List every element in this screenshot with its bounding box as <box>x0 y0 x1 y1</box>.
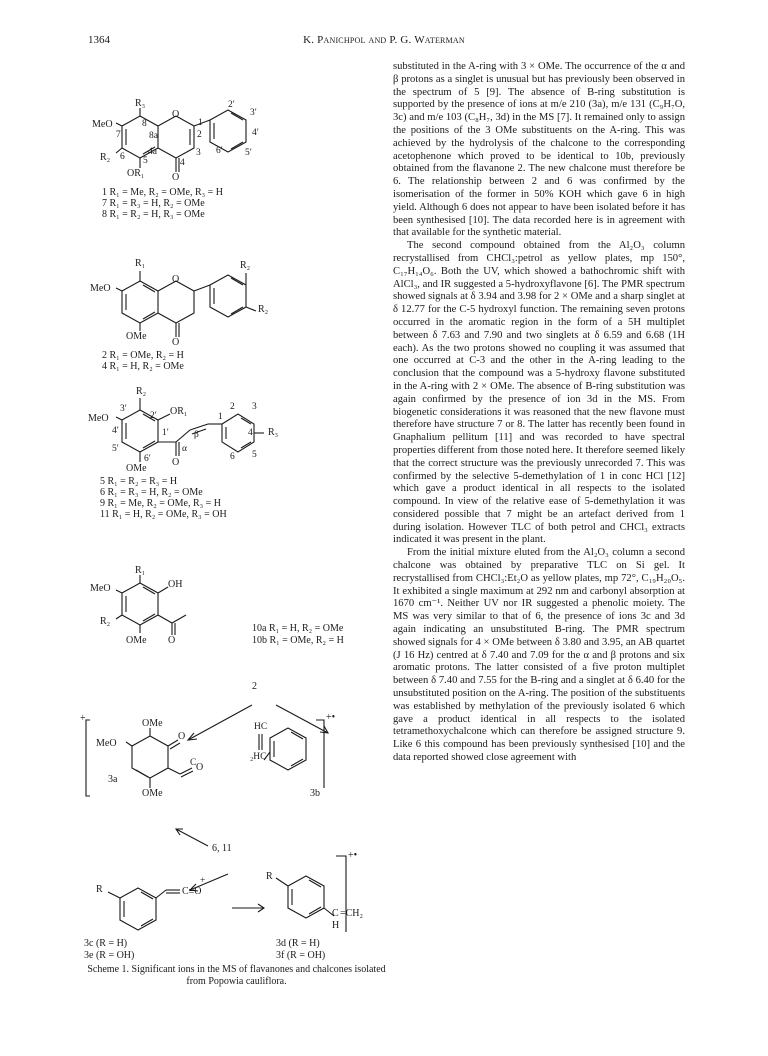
body-text <box>393 61 685 765</box>
label: OR₁ <box>127 168 145 179</box>
compound-caption: 5 R₁ = R₂ = R₃ = H <box>100 476 178 487</box>
label: 2′ <box>228 100 235 110</box>
compound-caption: 3e (R = OH) <box>84 950 135 961</box>
label: OMe <box>142 718 163 729</box>
label: ₂HC <box>250 752 267 762</box>
compound-caption: 1 R₁ = Me, R₂ = OMe, R₃ = H <box>102 187 223 198</box>
label: 5′ <box>112 444 119 454</box>
label: C≡O <box>182 886 202 897</box>
label: 4 <box>180 158 185 168</box>
compound-caption: 10a R₁ = H, R₂ = OMe <box>252 623 344 634</box>
label: C <box>190 758 197 768</box>
label: 3′ <box>250 108 257 118</box>
label: MeO <box>88 413 109 424</box>
page-number: 1364 <box>88 34 110 46</box>
compound-caption: 9 R₁ = Me, R₂ = OMe, R₃ = H <box>100 498 221 509</box>
compound-caption: 3d (R = H) <box>276 938 320 949</box>
label: 3 <box>252 402 257 412</box>
label: R₂ <box>100 152 111 163</box>
compound-caption: 3c (R = H) <box>84 938 128 949</box>
compound-caption: 4 R₁ = H, R₂ = OMe <box>102 361 184 372</box>
label: 4′ <box>252 128 259 138</box>
label: 6′ <box>144 454 151 464</box>
label: β <box>194 430 199 440</box>
label: 1′ <box>162 428 169 438</box>
compound-caption: 8 R₁ = R₂ = H, R₃ = OMe <box>102 209 205 220</box>
label: O <box>172 172 180 183</box>
label: MeO <box>92 119 113 130</box>
label: O <box>172 337 180 348</box>
ms-ion-scheme <box>80 648 390 948</box>
label: 6 <box>120 152 125 162</box>
label: +• <box>348 850 358 861</box>
label: 4a <box>148 147 157 157</box>
label: 3b <box>310 788 320 799</box>
label: O <box>178 731 186 742</box>
label: MeO <box>96 738 117 749</box>
label: 7 <box>116 130 121 140</box>
paragraph: From the initial mixture eluted from the Al₂O₃ column a second chalcone was obtained by preparative TLC on Si gel. It recrystallised from CHCl₃:Et₂O as yellow plates, mp 72°, C₁₉H₂₀O₅. It exhibited a single maximum at 292 nm and carbonyl absorption at 1670 cm⁻¹. Neither UV nor IR suggested a phenolic moiety. The MS was very similar to that of 6, the presence of ions 3c and 3d again indicating an unsubstituted B-ring. The PMR spectrum showed signals for 4 × OMe between δ 3.80 and 3.95, an AB quartet (J 16 Hz) centred at δ 7.40 and 7.09 for the α and β protons and six aromatic protons. The latter consisted of a five proton multiplet between δ 7.40 and 7.55 for the B-ring and a singlet at δ 6.40 for the unsubstituted position on the A-ring. The position of the substituents was established by methylation of the previously isolated 6 which gave a product identical in all respects to the isolated tetramethoxychalcone which can therefore be assigned structure 9. Like 6 this compound has been previously synthesised [10] and the data reported showed close agreement with <box>393 547 685 764</box>
label: R₂ <box>240 260 251 271</box>
label: 2 <box>252 681 257 692</box>
label: OR₁ <box>170 406 188 417</box>
label: O <box>172 109 180 120</box>
label: 3a <box>108 774 118 785</box>
label: R₂ <box>136 386 147 397</box>
label: OMe <box>142 788 163 799</box>
label: 6, 11 <box>212 843 232 854</box>
paragraph: substituted in the A-ring with 3 × OMe. The occurrence of the α and β protons as a singlet is unusual but has previously been observed in the spectrum of 5 [9]. The absence of B-ring substitution is supported by the presence of ions at m/e 210 (3a), m/e 131 (C₉H₇O, 3c) and m/e 103 (C₈H₇, 3d) in the MS [7]. It remained only to assign the positions of the 3 OMe substituents on the A-ring. This was achieved by the hydrolysis of the chalcone to the corresponding acetophenone which proved to be identical to 10b, previously obtained from the flavanone 2. The new chalcone must therefore be 6. The relationship between 2 and 6 was confirmed by the isomerisation of the former in 50% KOH which gave 6 in high yield. Although 6 does not appear to have been isolated before it has been synthesised [10]. The data recorded here is in agreement with that available for the synthetic material. <box>393 61 685 239</box>
label: R₃ <box>135 98 146 109</box>
label: 6 <box>230 452 235 462</box>
label: R₁ <box>135 565 146 576</box>
label: HC <box>254 722 268 732</box>
compound-caption: 7 R₁ = R₃ = H, R₂ = OMe <box>102 198 205 209</box>
label: O <box>196 762 204 773</box>
label: 8a <box>149 131 158 141</box>
label: 2 <box>197 130 202 140</box>
label: OMe <box>126 635 147 646</box>
label: + <box>200 876 206 886</box>
label: 3′ <box>120 404 127 414</box>
label: O <box>172 274 180 285</box>
label: 3 <box>196 148 201 158</box>
label: 8 <box>142 119 147 129</box>
label: α <box>182 444 187 454</box>
figure-caption: Scheme 1. Significant ions in the MS of flavanones and chalcones isolated from Popowia cauliflora. <box>87 964 386 987</box>
label: 2′ <box>150 411 157 421</box>
label: 1 <box>198 118 203 128</box>
compound-caption: 2 R₁ = OMe, R₂ = H <box>102 350 184 361</box>
label: + <box>80 713 86 724</box>
label: R₃ <box>268 427 279 438</box>
label: 5 <box>252 450 257 460</box>
label: 5 <box>143 156 148 166</box>
label: R₂ <box>100 616 111 627</box>
label: 4′ <box>112 426 119 436</box>
label: =CH₂ <box>340 908 364 919</box>
label: 2 <box>230 402 235 412</box>
label: +• <box>326 712 336 723</box>
label: 5′ <box>245 148 252 158</box>
compound-caption: 6 R₁ = R₃ = H, R₂ = OMe <box>100 487 203 498</box>
scheme-figure <box>80 98 390 1003</box>
running-title: K. Panichpol and P. G. Waterman <box>303 34 465 46</box>
compound-caption: 11 R₁ = H, R₂ = OMe, R₃ = OH <box>100 509 227 520</box>
label: O <box>172 457 180 468</box>
label: O <box>168 635 176 646</box>
label: MeO <box>90 583 111 594</box>
label: R <box>266 871 273 882</box>
paragraph: The second compound obtained from the Al₂O₃ column recrystallised from CHCl₃:petrol as yellow plates, mp 150°, C₁₇H₁₄O₆. Both the UV, which showed a bathochromic shift with AlCl₃, and IR suggested a 5-hydroxyflavone [6]. The PMR spectrum showed signals at δ 3.94 and 3.98 for 2 × OMe and a sharp singlet at δ 12.77 for the C-5 hydroxyl function. The remaining seven protons occurred in the aromatic region in the form of a 5H multiplet between δ 7.63 and 7.90 and two singlets at δ 6.59 and 6.68 (1H each). As the two protons showed no coupling it was assumed that one occurred at C-3 and the other in the A-ring leading to the conclusion that the compound was a 5-hydroxy flavone substituted in the A-ring with 2 × OMe. The absence of B-ring substitution was again confirmed by the presence of ion 3d in the MS. From biogenetic considerations it was reasoned that the new flavone must therefore have structure 7 or 8. The latter has recently been found in Gnaphalium pellitum [11] and was recorded to have spectral properties different from those noted here. It therefore seemed likely that the correct structure was the previously unrecorded 7. This was confirmed by the selective 5-demethylation of 1 in conc HCl [12] which gave a product identical in all respects to the isolated compound. In view of the relative ease of 5-demethylation it was considered possible that 7 might be an artefact derived from 1 during isolation. However TLC of both petrol and CHCl₃ extracts indicated it was present in the plant. <box>393 240 685 546</box>
label: R <box>96 884 103 895</box>
label: R₂ <box>258 304 269 315</box>
label: H <box>332 920 340 931</box>
label: R₁ <box>135 258 146 269</box>
label: 1 <box>218 412 223 422</box>
label: 4 <box>248 428 253 438</box>
compound-caption: 3f (R = OH) <box>276 950 326 961</box>
compound-caption: 10b R₁ = OMe, R₂ = H <box>252 635 344 646</box>
label: 6′ <box>216 146 223 156</box>
label: OMe <box>126 331 147 342</box>
label: OH <box>168 579 183 590</box>
label: MeO <box>90 283 111 294</box>
label: OMe <box>126 463 147 474</box>
label: C <box>332 908 339 919</box>
